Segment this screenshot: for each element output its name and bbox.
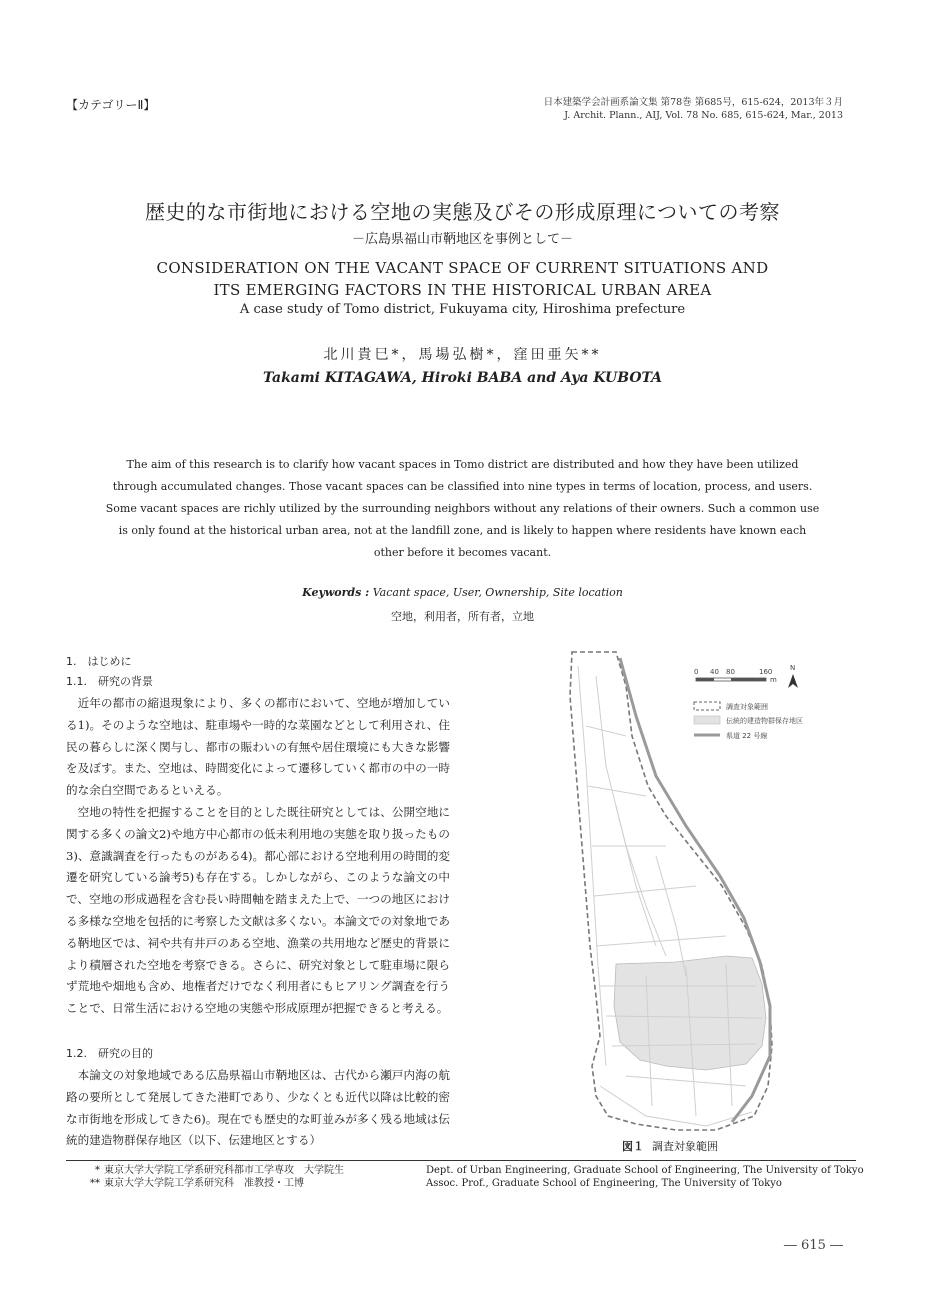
title-en-line2: ITS EMERGING FACTORS IN THE HISTORICAL URBAN AREA [213,281,712,299]
footnote-ja-1: 東京大学大学院工学系研究科都市工学専攻 大学院生 [104,1165,344,1176]
preservation-district [614,956,766,1070]
keywords-en [0,586,925,599]
footnote-en-1: Dept. of Urban Engineering, Graduate School of Engineering, The University of Tokyo [426,1165,864,1176]
scale-label-0: 0 [694,668,699,676]
north-arrow-icon [788,664,798,688]
scale-label-80: 80 [726,668,735,676]
footnotes-ja [82,1164,344,1190]
footnote-divider [66,1160,856,1161]
figure-caption [622,1138,718,1154]
keywords-ja: 空地，利用者，所有者，立地 [391,610,534,623]
section-heading-1-1: 1.1. 研究の背景 [66,675,153,688]
section-heading-1: 1. はじめに [66,655,132,668]
title-ja: 歴史的な市街地における空地の実態及びその形成原理についての考察 [144,200,781,224]
body-paragraph-1: 近年の都市の縮退現象により、多くの都市において、空地が増加している1)。そのような空地は、駐車場や一時的な菜園などとして利用され、住民の暮らしに深く関与し、都市の賑わいの有無や居住環境にも大きな影響を及ぼす。また、空地は、時間変化によって遷移していく都市の中の一時的な余白空間であるといえる。 空地の特性を把握することを目的とした既往研究としては、公開空地に関する多くの論文2)や地方中心都市の低未利用地の実態を取り扱ったもの3)、意識調査を行ったものがある4)。都心部における空地利用の時間的変遷を研究している論考5)も存在する。しかしながら、このような論文の中で、空地の形成過程を含む長い時間軸を踏まえた上で、一つの地区における多様な空地を包括的に考察した文献は多くない。本論文での対象地である鞆地区では、祠や共有井戸のある空地、漁業の共用地など歴史的背景により積層された空地を考察できる。さらに、研究対象として駐車場に限らず荒地や畑地も含め、地権者だけでなく利用者にもヒアリング調査を行うことで、日常生活における空地の実態や形成原理が把握できると考える。 [66,696,450,1016]
scale-label-40: 40 [710,668,719,676]
map-legend [694,702,803,740]
footnote-en-2: Assoc. Prof., Graduate School of Engineering, The University of Tokyo [426,1178,782,1189]
legend-road: 県道 22 号線 [726,732,768,740]
authors-ja: 北川貴巳*，馬場弘樹*，窪田亜矢** [323,347,602,363]
title-en [0,257,925,301]
body-paragraph-2: 本論文の対象地域である広島県福山市鞆地区は、古代から瀬戸内海の航路の要所として発展してきた港町であり、少なくとも近代以降は比較的密な市街地を形成してきた6)。現在でも歴史的な町並みが多く残る地域は伝統的建造物群保存地区（以下、伝建地区とする） [66,1068,450,1148]
abstract: The aim of this research is to clarify how vacant spaces in Tomo district are distributed and how they have been utilized through accumulated changes. Those vacant spaces can be classified into nine types in terms of location, process, and users. Some vacant spaces are richly utilized by the surrounding neighbors without any relations of their owners. Such a common use is only found at the historical urban area, not at the landfill zone, and is likely to happen where residents have known each other before it becomes vacant. [105,458,820,559]
section-heading-1-2: 1.2. 研究の目的 [66,1047,153,1060]
journal-citation [544,96,843,122]
figure-map [556,646,856,1134]
legend-preservation-district: 伝統的建造物群保存地区 [726,717,803,725]
category-label: 【カテゴリーⅡ】 [66,98,156,112]
scale-label-160: 160 [759,668,773,676]
keywords-label: Keywords : [302,586,370,599]
figure-label: 図１ [622,1140,644,1153]
legend-survey-area: 調査対象範囲 [726,703,768,711]
journal-citation-ja: 日本建築学会計画系論文集 第78巻 第685号，615-624，2013年３月 [543,97,843,108]
footnote-mark-2: ** [90,1178,100,1189]
journal-citation-en: J. Archit. Plann., AIJ, Vol. 78 No. 685, 615-624, Mar., 2013 [564,110,843,121]
north-label: N [790,664,796,672]
page-number: ― 615 ― [783,1238,843,1253]
authors-en: Takami KITAGAWA, Hiroki BABA and Aya KUBOTA [262,370,663,386]
footnote-ja-2: 東京大学大学院工学系研究科 准教授・工博 [104,1178,304,1189]
scale-bar [694,668,777,684]
subtitle-en: A case study of Tomo district, Fukuyama city, Hiroshima prefecture [239,302,686,317]
footnote-mark-1: * [95,1165,100,1176]
subtitle-ja: －広島県福山市鞆地区を事例として－ [351,232,573,247]
keywords-list-en: Vacant space, User, Ownership, Site location [372,586,623,599]
scale-unit: m [770,676,777,684]
figure-caption-text: 調査対象範囲 [652,1140,718,1153]
footnotes-en [426,1164,864,1190]
title-en-line1: CONSIDERATION ON THE VACANT SPACE OF CURRENT SITUATIONS AND [156,259,769,277]
